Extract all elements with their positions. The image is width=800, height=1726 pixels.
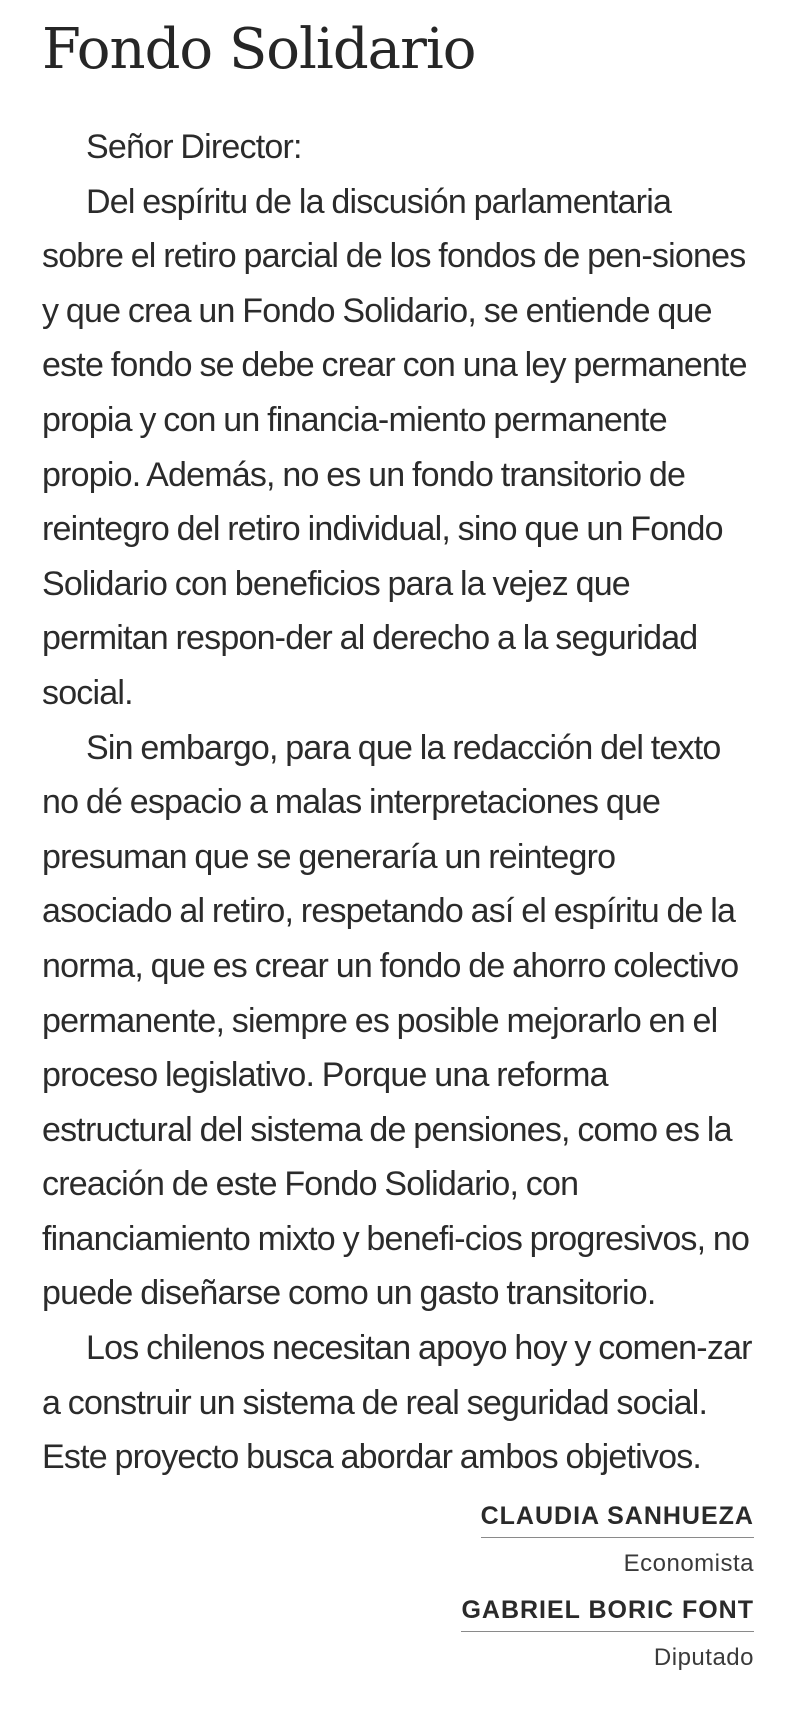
signature-name: CLAUDIA SANHUEZA <box>481 1502 754 1538</box>
paragraph-3: Los chilenos necesitan apoyo hoy y comen-zar a construir un sistema de real seguridad social. Este proyecto busca abordar ambos objetivos. <box>42 1329 752 1477</box>
paragraph-2: Sin embargo, para que la redacción del texto no dé espacio a malas interpretaciones que presuman que se generaría un reintegro asociado al retiro, respetando así el espíritu de la norma, que es crear un fondo de ahorro colectivo permanente, siempre es posible mejorarlo en el proceso legislativo. Porque una reforma estructural del sistema de pensiones, como es la creación de este Fondo Solidario, con financiamiento mixto y benefi-cios progresivos, no puede diseñarse como un gasto transitorio. <box>42 728 750 1313</box>
signatures <box>461 1502 754 1690</box>
headline: Fondo Solidario <box>42 17 476 82</box>
letter-body <box>42 120 752 1485</box>
paragraph-1: Del espíritu de la discusión parlamentaria sobre el retiro parcial de los fondos de pen-siones y que crea un Fondo Solidario, se entiende que este fondo se debe crear con una ley permanente propia y con un financia-miento permanente propio. Además, no es un fondo transitorio de reintegro del retiro individual, sino que un Fondo Solidario con beneficios para la vejez que permitan respon-der al derecho a la seguridad social. <box>42 182 747 712</box>
salutation: Señor Director: <box>86 128 302 166</box>
signature-name: GABRIEL BORIC FONT <box>461 1596 754 1632</box>
signature-1 <box>461 1502 754 1596</box>
signature-2 <box>461 1596 754 1690</box>
signature-title: Diputado <box>653 1644 754 1671</box>
signature-title: Economista <box>623 1550 754 1577</box>
